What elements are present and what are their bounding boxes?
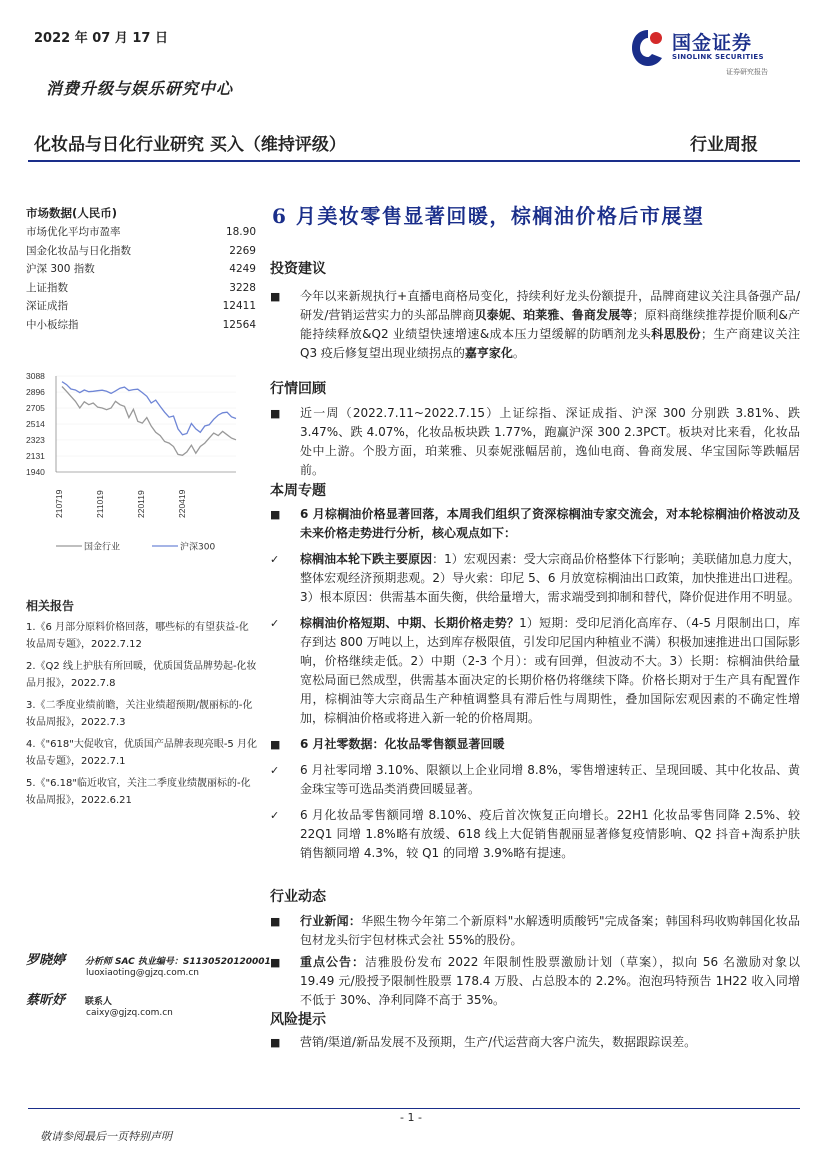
related-report-item[interactable]: 5.《"6.18"临近收官，关注二季度业绩靓丽标的-化妆品周报》，2022.6.21: [26, 778, 251, 806]
chart-ytick-label: 2131: [26, 451, 45, 462]
report-title: 6 月美妆零售显著回暖，棕榈油价格后市展望: [272, 204, 705, 228]
chart-xtick-label: 220419: [177, 489, 187, 518]
market-data-title: 市场数据(人民币): [26, 206, 118, 220]
chart-xtick-label: 210719: [54, 489, 64, 518]
author-role: 联系人: [84, 997, 112, 1007]
author-email[interactable]: luoxiaoting@gjzq.com.cn: [86, 968, 199, 978]
report-date: 2022 年 07 月 17 日: [34, 31, 168, 46]
author-1: [26, 949, 271, 978]
market-data-row: [26, 223, 258, 242]
market-data-label: 中小板综指: [26, 318, 79, 331]
related-report-item[interactable]: 2.《Q2 线上护肤有所回暖，优质国货品牌势起-化妆品月报》，2022.7.8: [26, 661, 257, 689]
report-type: 行业周报: [690, 135, 758, 155]
market-data-value: 2269: [229, 244, 256, 257]
section-topic: ■ 6 月棕榈油价格显著回落，本周我们组织了资深棕榈油专家交流会，对本轮棕榈油价格波动及未来价格走势进行分析，核心观点如下： ✓ 棕榈油本轮下跌主要原因：1）宏观因素：受大宗商品价格整体下行影响；美联储加息力度大，整体宏观经济预期悲观。2）导火索：印尼 5、6 月放宽棕榈油出口政策，加快推进出口进程。3）根本原因：供需基本面失衡，供给量增大，需求端受到抑制和替代，降价促进作用不明显。 ✓ 棕榈油价格短期、中期、长期价格走势？1）短期：受印尼消化高库存、（4-5 月限制出口，库存到达 800 万吨以上，达到库存极限值，引发印尼国内种植业不满）积极加速推进出口国际影响，价格继续走低。2）中期（2-3 个月）：或有回弹，但波动不大。3）长期：棕榈油供给量宽松局面已然成型，供需基本面决定的长期价格仍将继续下降。价格长期对于生产具有配置作用，棕榈油等大宗商品生产种植调整具有滞后性与周期性，叠加国际宏观因素的不确定性增加，棕榈油价格或将进入新一轮的价格周期。 ■ 6 月社零数据：化妆品零售额显著回暖 ✓ 6 月社零同增 3.10%、限额以上企业同增 8.8%，零售增速转正、呈现回暖、其中化妆品、黄金珠宝等可选品类消费回暖显著。 ✓ 6 月化妆品零售额同增 8.10%、疫后首次恢复正向增长。22H1 化妆品零售同降 2.5%、较 22Q1 同增 1.8%略有放缓、618 线上大促销售靓丽显著修复疫情影响、Q2 抖音+淘系护肤销售额同增 4.3%，较 Q1 的同增 3.9%略有提速。: [270, 507, 800, 860]
market-data-value: 12411: [222, 300, 256, 312]
bullet-square-icon: ■: [270, 956, 281, 969]
chart-xtick-label: 211019: [95, 490, 105, 518]
bullet-square-icon: ■: [270, 1036, 281, 1049]
market-data-value: 4249: [229, 263, 256, 275]
author-role: 分析师 SAC 执业编号：S1130520120001: [84, 957, 271, 967]
section-industry: ■ 行业新闻：华熙生物今年第二个新原料"水解透明质酸钙"完成备案；韩国科玛收购韩国化妆品包材龙头衍宇包材株式会社 55%的股份。 ■ 重点公告：洁雅股份发布 2022 年限制性股票激励计划（草案），拟向 56 名激励对象以 19.49 元/股授予限制性股票 178.4 万股、占总股本的 2.2%。泡泡玛特预告 1H22 收入同增不低于 30%、净利同降不高于 35%。: [270, 914, 800, 1007]
header-divider: [28, 160, 800, 162]
brand-name-en: SINOLINK SECURITIES: [672, 53, 764, 61]
brand-name-cn: 国金证券: [672, 32, 753, 54]
bullet-square-icon: ■: [270, 915, 281, 928]
index-chart: [26, 366, 250, 576]
market-data-label: 上证指数: [26, 281, 68, 294]
chart-legend-label: 沪深300: [180, 542, 216, 553]
footer-divider: [28, 1108, 800, 1109]
related-reports: [26, 597, 258, 815]
chart-ytick-label: 2323: [26, 434, 45, 445]
related-report-item[interactable]: 4.《"618"大促收官，优质国产品牌表现亮眼-5 月化妆品专题》，2022.7.1: [26, 739, 257, 767]
section-market: ■ 近一周（2022.7.11~2022.7.15）上证综指、深证成指、沪深 300 分别跌 3.81%、跌 3.47%、跌 4.07%，化妆品板块跌 1.77%，跑赢沪深 300 2.3PCT。板块对比来看，化妆品处中上游。个股方面，珀莱雅、贝泰妮涨幅居前，逸仙电商、鲁商发展、华宝国际等跌幅居前。: [270, 406, 800, 477]
brand-logo: [630, 24, 800, 84]
section-industry-heading: 行业动态: [270, 889, 326, 905]
related-report-item[interactable]: 1.《6 月部分原料价格回落，哪些标的有望获益-化妆品周专题》，2022.7.12: [26, 622, 249, 650]
market-data-value: 12564: [222, 318, 256, 331]
research-center: 消费升级与娱乐研究中心: [46, 79, 234, 98]
chart-series-line-0: [62, 387, 236, 456]
market-data-row: [26, 260, 258, 279]
market-data-label: 沪深 300 指数: [26, 263, 95, 275]
market-data-label: 深证成指: [26, 300, 68, 312]
checkmark-icon: ✓: [270, 553, 280, 566]
chart-ytick-label: 2514: [26, 419, 45, 429]
chart-ytick-label: 2896: [26, 387, 45, 398]
checkmark-icon: ✓: [270, 809, 280, 822]
sinolink-logo-icon: [630, 26, 666, 70]
author-name: 蔡昕妤: [26, 993, 66, 1008]
market-data-row: [26, 316, 258, 335]
related-reports-title: 相关报告: [26, 599, 75, 613]
checkmark-icon: ✓: [270, 617, 280, 630]
market-data-value: 3228: [229, 281, 256, 294]
section-invest-heading: 投资建议: [270, 261, 326, 277]
section-topic-heading: 本周专题: [270, 483, 326, 499]
footer-note: 敬请参阅最后一页特别声明: [40, 1130, 172, 1143]
page-number: - 1 -: [400, 1111, 422, 1124]
chart-legend-label: 国金行业: [84, 542, 121, 553]
market-data-label: 国金化妆品与日化指数: [26, 244, 131, 257]
chart-ytick-label: 3088: [26, 371, 45, 381]
related-report-item[interactable]: 3.《二季度业绩前瞻，关注业绩超预期/靓丽标的-化妆品周报》，2022.7.3: [26, 700, 253, 728]
brand-subtitle: 证券研究报告: [726, 68, 768, 76]
author-name: 罗晓婷: [26, 953, 66, 968]
section-risk: ■ 营销/渠道/新品发展不及预期，生产/代运营商大客户流失，数据跟踪误差。: [270, 1033, 800, 1052]
bullet-square-icon: ■: [270, 738, 281, 751]
bullet-square-icon: ■: [270, 290, 281, 303]
bullet-square-icon: ■: [270, 407, 281, 420]
market-data-panel: [26, 205, 258, 334]
author-2: [26, 989, 173, 1018]
market-data-row: [26, 279, 258, 298]
chart-xtick-label: 220119: [136, 490, 146, 518]
section-risk-heading: 风险提示: [270, 1012, 326, 1028]
industry-rating: 化妆品与日化行业研究 买入（维持评级）: [34, 135, 346, 155]
author-email[interactable]: caixy@gjzq.com.cn: [86, 1008, 173, 1018]
section-invest: ■ 今年以来新规执行+直播电商格局变化，持续利好龙头份额提升，品牌商建议关注具备强产品/研发/营销运营实力的头部品牌商贝泰妮、珀莱雅、鲁商发展等；原料商继续推荐提价顺利&产能持续释放&Q2 业绩望快速增速&成本压力望缓解的防晒剂龙头科思股份；生产商建议关注 Q3 疫后修复望出现业绩拐点的嘉亨家化。: [270, 289, 800, 360]
market-data-label: 市场优化平均市盈率: [26, 226, 121, 238]
chart-ytick-label: 2705: [26, 403, 45, 414]
checkmark-icon: ✓: [270, 764, 280, 777]
section-market-heading: 行情回顾: [270, 381, 326, 397]
chart-ytick-label: 1940: [26, 467, 45, 477]
market-data-row: [26, 242, 258, 261]
bullet-square-icon: ■: [270, 508, 281, 521]
market-data-value: 18.90: [225, 226, 256, 238]
market-data-row: [26, 297, 258, 316]
